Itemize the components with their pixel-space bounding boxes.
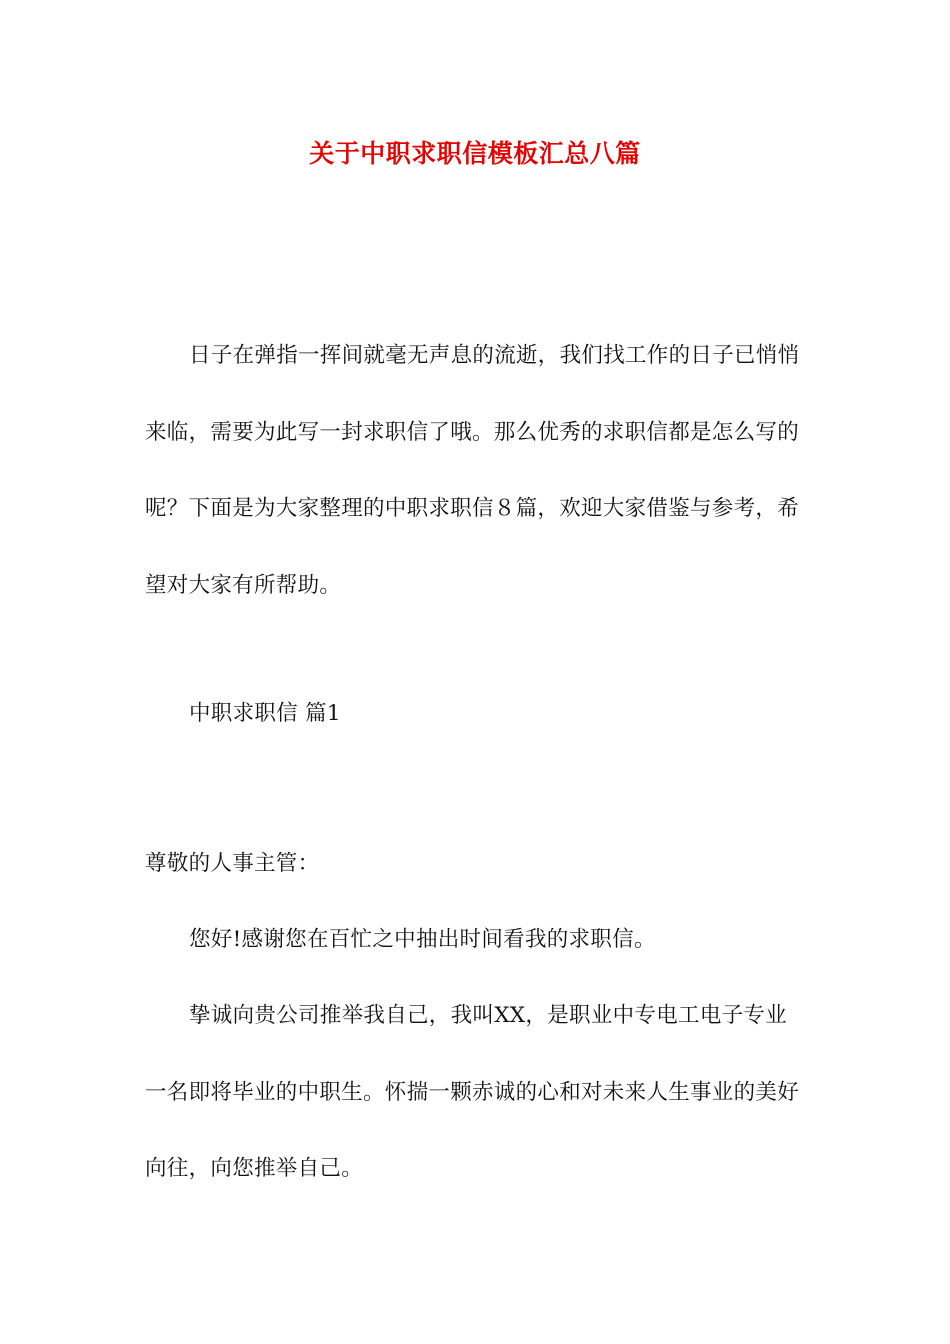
document-title: 关于中职求职信模板汇总八篇 [309,139,641,168]
letter-salutation: 尊敬的人事主管： [145,851,320,876]
letter-paragraph: 挚诚向贵公司推举我自己，我叫XX，是职业中专电工电子专业一名即将毕业的中职生。怀揣一颗赤诚的心和对未来人生事业的美好向往，向您推举自己。 [145,1003,800,1181]
letter-greeting: 您好!感谢您在百忙之中抽出时间看我的求职信。 [189,927,656,952]
intro-paragraph: 日子在弹指一挥间就毫无声息的流逝，我们找工作的日子已悄悄来临，需要为此写一封求职信了哦。那么优秀的求职信都是怎么写的呢？下面是为大家整理的中职求职信８篇，欢迎大家借鉴与参考，希望对大家有所帮助。 [145,343,800,598]
section-heading: 中职求职信 篇1 [189,701,341,726]
